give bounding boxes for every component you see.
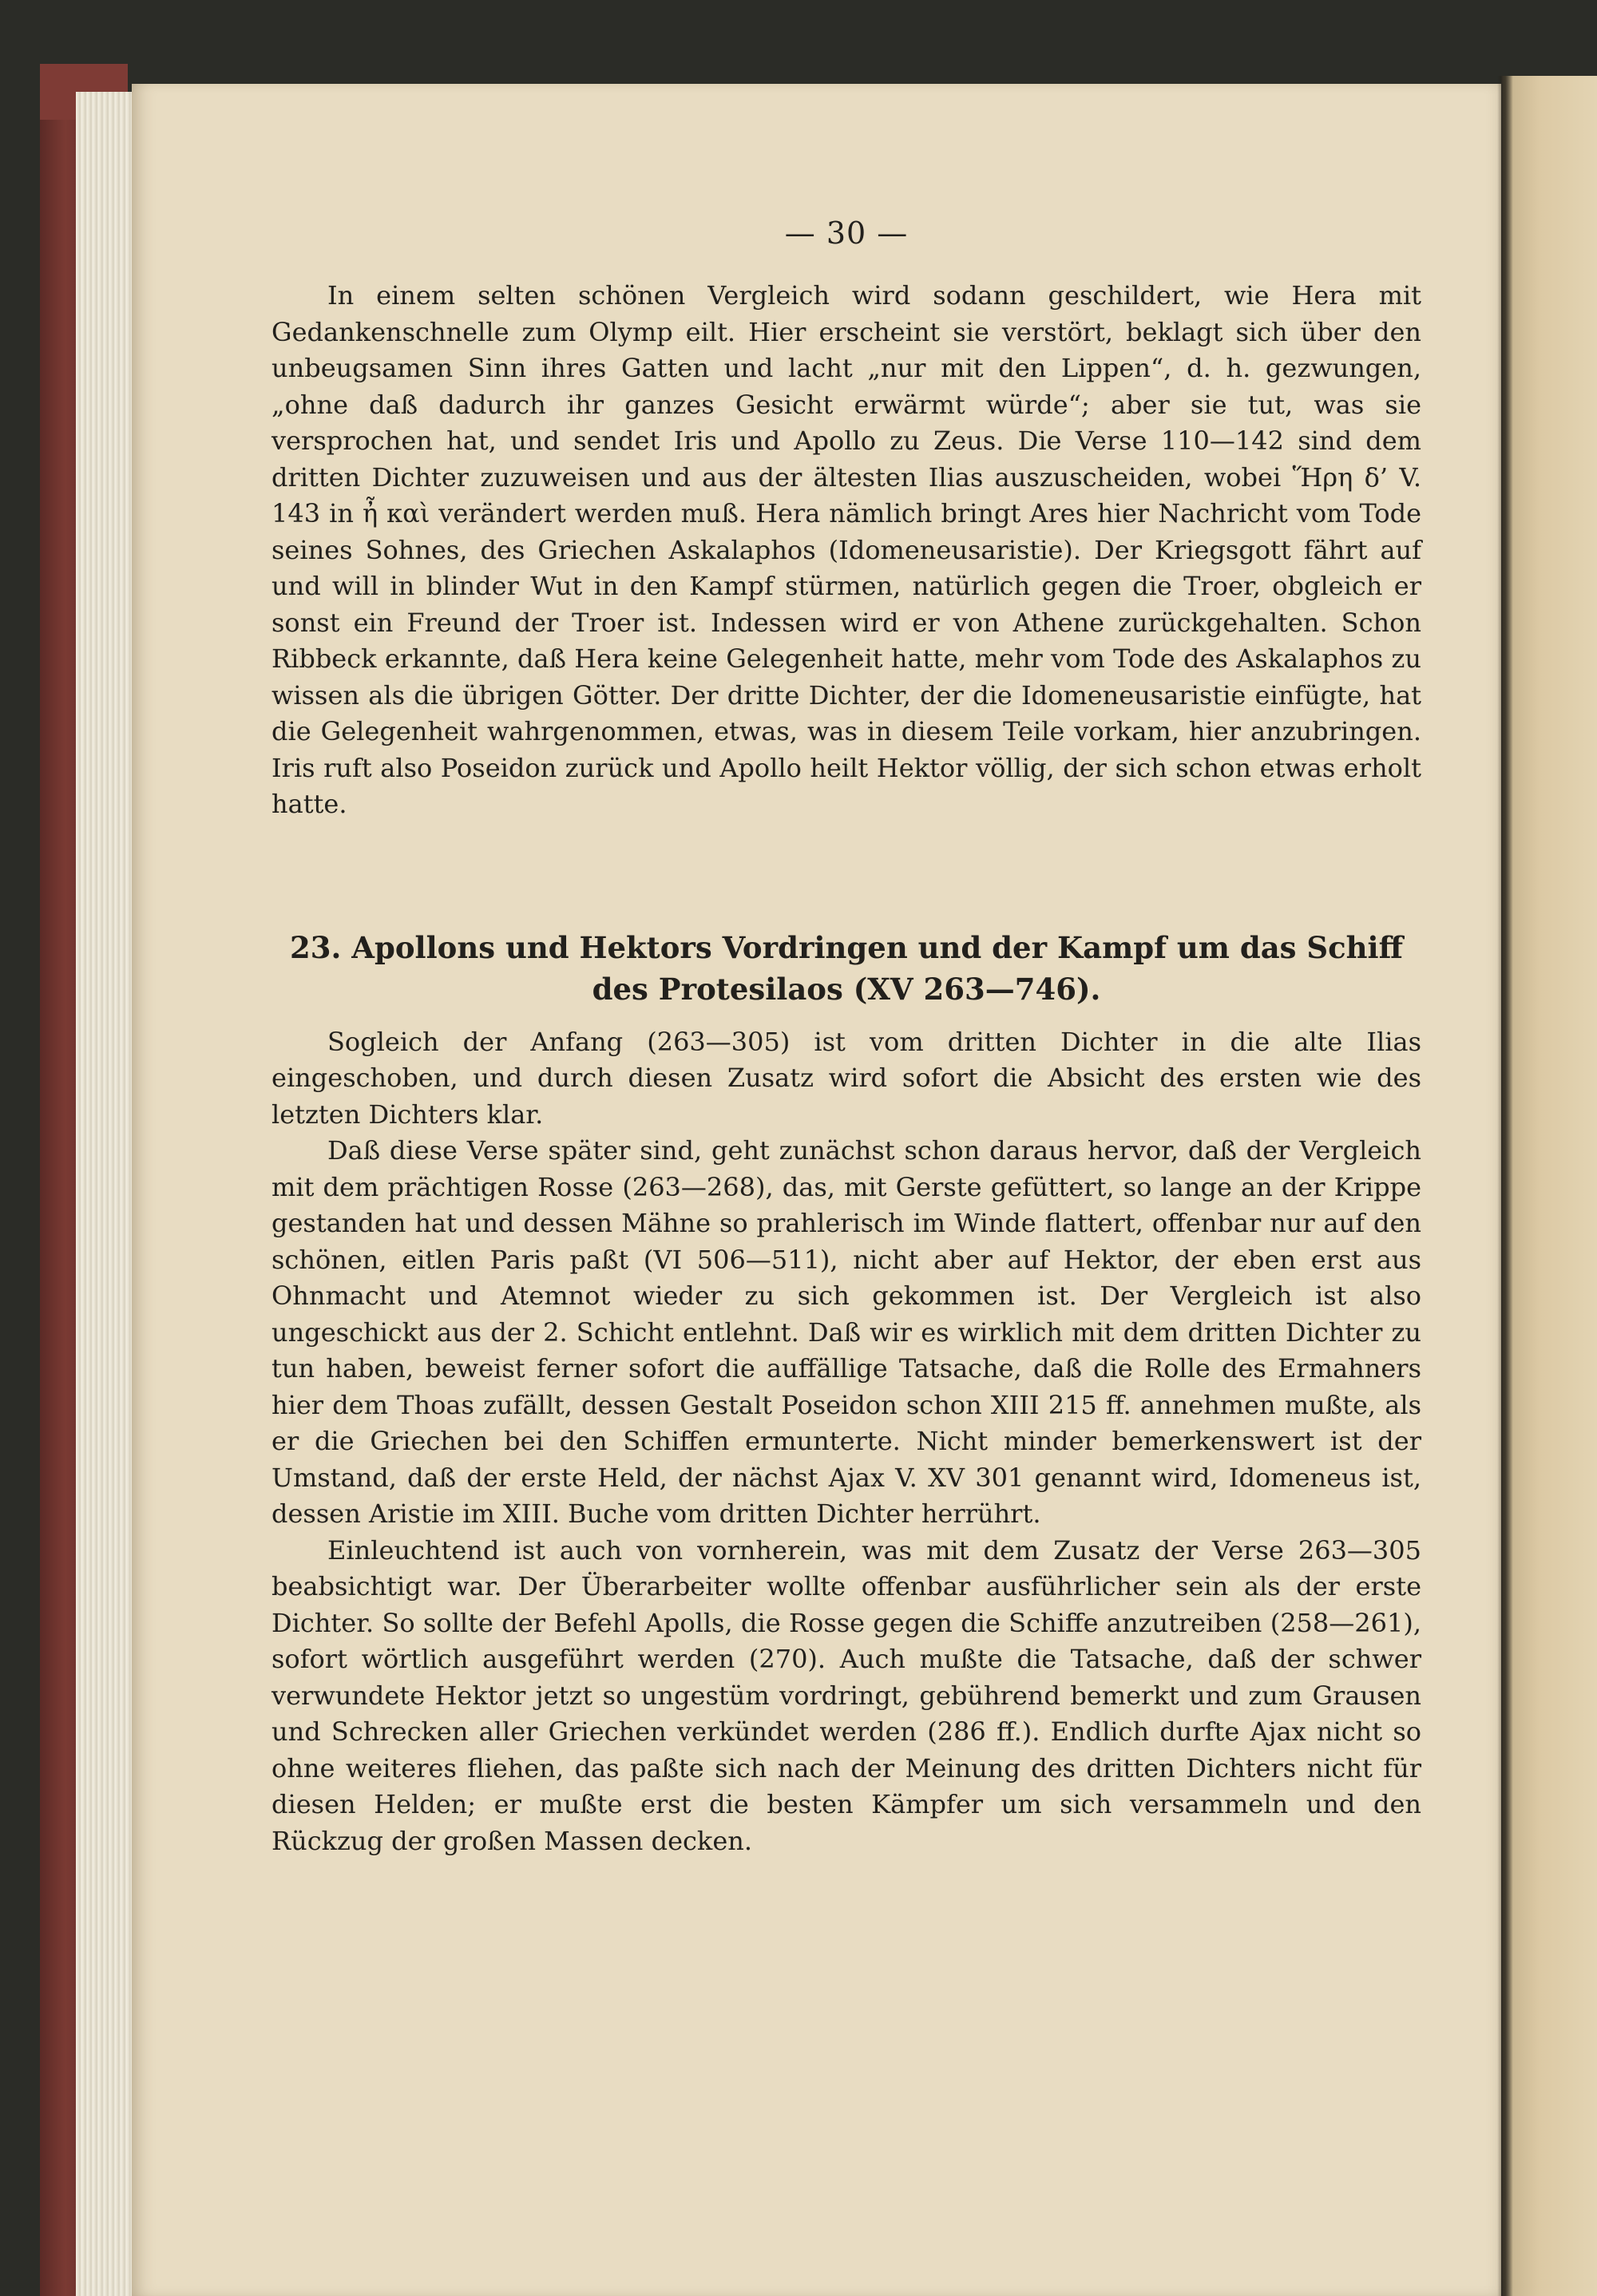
page-number: — 30 — [784,216,909,251]
paragraph: In einem selten schönen Vergleich wird sodann geschildert, wie Hera mit Gedankenschnelle zum Olymp eilt. Hier erscheint sie verstört, beklagt sich über den unbeugsamen Sinn ihres Gatten und lacht „nur mit den Lippen“, d. h. gezwungen, „ohne daß dadurch ihr ganzes Gesicht erwärmt würde“; aber sie tut, was sie versprochen hat, und sendet Iris und Apollo zu Zeus. Die Verse 110—142 sind dem dritten Dichter zuzuweisen und aus der ältesten Ilias auszuscheiden, wobei Ἥρη δ’ V. 143 in ἦ καὶ verändert werden muß. Hera nämlich bringt Ares hier Nachricht vom Tode seines Sohnes, des Griechen Askalaphos (Idomeneusaristie). Der Kriegsgott fährt auf und will in blinder Wut in den Kampf stürmen, natürlich gegen die Troer, obgleich er sonst ein Freund der Troer ist. Indessen wird er von Athene zurückgehalten. Schon Ribbeck erkannte, daß Hera keine Gelegenheit hatte, mehr vom Tode des Askalaphos zu wissen als die übrigen Götter. Der dritte Dichter, der die Idomeneusaristie einfügte, hat die Gelegenheit wahrgenommen, etwas, was in diesem Teile vorkam, hier anzubringen. Iris ruft also Poseidon zurück und Apollo heilt Hektor völlig, der sich schon etwas erholt hatte. [271,280,1421,819]
facing-page-edge [1501,76,1597,2296]
paragraph: Sogleich der Anfang (263—305) ist vom dritten Dichter in die alte Ilias eingeschoben, und durch diesen Zusatz wird sofort die Absicht des ersten wie des letzten Dichters klar. [271,1026,1421,1130]
section-body [271,1024,1421,1860]
page-content [271,216,1421,1859]
paragraph: Daß diese Verse später sind, geht zunächst schon daraus hervor, daß der Vergleich mit dem prächtigen Rosse (263—268), das, mit Gerste gefüttert, so lange an der Krippe gestanden hat und dessen Mähne so prahlerisch im Winde flattert, offenbar nur auf den schönen, eitlen Paris paßt (VI 506—511), nicht aber auf Hektor, der eben erst aus Ohnmacht und Atemnot wieder zu sich gekommen ist. Der Vergleich ist also ungeschickt aus der 2. Schicht entlehnt. Daß wir es wirklich mit dem dritten Dichter zu tun haben, beweist ferner sofort die auffällige Tatsache, daß die Rolle des Ermahners hier dem Thoas zufällt, dessen Gestalt Poseidon schon XIII 215 ff. annehmen mußte, als er die Griechen bei den Schiffen ermunterte. Nicht minder bemerkenswert ist der Umstand, daß der erste Held, der nächst Ajax V. XV 301 genannt wird, Idomeneus ist, dessen Aristie im XIII. Buche vom dritten Dichter herrührt. [271,1135,1421,1529]
spine-shadow [1497,76,1513,2296]
section-heading: 23. Apollons und Hektors Vordringen und der Kampf um das Schiff des Protesilaos (XV 263—746). [290,929,1403,1007]
paragraph: Einleuchtend ist auch von vornherein, was mit dem Zusatz der Verse 263—305 beabsichtigt war. Der Überarbeiter wollte offenbar ausführlicher sein als der erste Dichter. So sollte der Befehl Apolls, die Rosse gegen die Schiffe anzutreiben (258—261), sofort wörtlich ausgeführt werden (270). Auch mußte die Tatsache, daß der schwer verwundete Hektor jetzt so ungestüm vordringt, gebührend bemerkt und zum Grausen und Schrecken aller Griechen verkündet werden (286 ff.). Endlich durfte Ajax nicht so ohne weiteres fliehen, das paßte sich nach der Meinung des dritten Dichters nicht für diesen Helden; er mußte erst die besten Kämpfer um sich versammeln und den Rückzug der großen Massen decken. [271,1534,1421,1856]
